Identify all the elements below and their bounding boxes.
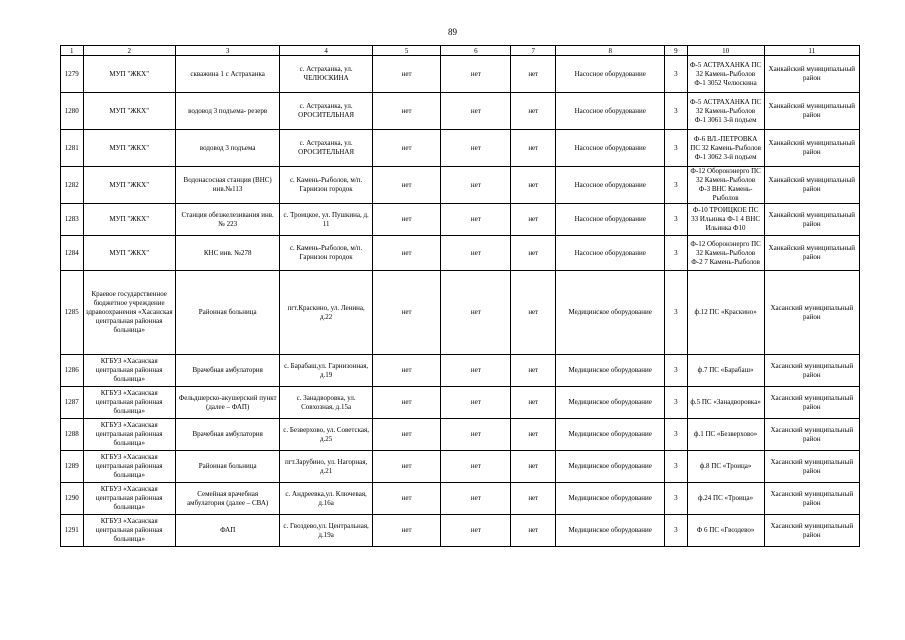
table-cell: Ф-6 ВЛ.-ПЕТРОВКА ПС 32 Камень-Рыболов Ф-1 3062 3-й подъем <box>687 130 764 167</box>
table-cell: 1289 <box>61 451 84 483</box>
table-cell: Ф-10 ТРОИЦКОЕ ПС 33 Ильинка Ф-1 4 ВНС Ильинка Ф10 <box>687 204 764 236</box>
table-header-row <box>61 46 860 56</box>
table-cell: нет <box>441 515 511 547</box>
table-cell: ФАП <box>175 515 280 547</box>
table-cell: КГБУЗ «Хасанская центральная районная больница» <box>83 387 175 419</box>
column-header: 5 <box>372 46 441 56</box>
table-cell: Медицинское оборудование <box>556 483 665 515</box>
table-cell: КГБУЗ «Хасанская центральная районная больница» <box>83 419 175 451</box>
column-header: 1 <box>61 46 84 56</box>
table-cell: МУП "ЖКХ" <box>83 236 175 271</box>
table-cell: нет <box>441 419 511 451</box>
table-cell: Медицинское оборудование <box>556 387 665 419</box>
table-cell: нет <box>372 93 441 130</box>
table-cell: 3 <box>665 93 688 130</box>
table-cell: Насосное оборудование <box>556 93 665 130</box>
table-cell: Районная больница <box>175 451 280 483</box>
page-number: 89 <box>448 27 457 37</box>
table-cell: Ф 6 ПС «Гвоздево» <box>687 515 764 547</box>
column-header: 7 <box>511 46 556 56</box>
table-cell: нет <box>372 483 441 515</box>
table-cell: 1286 <box>61 355 84 387</box>
table-cell: нет <box>372 56 441 93</box>
table-cell: нет <box>511 419 556 451</box>
table-cell: Насосное оборудование <box>556 204 665 236</box>
column-header: 8 <box>556 46 665 56</box>
table-cell: 1285 <box>61 271 84 355</box>
table-cell: нет <box>441 451 511 483</box>
table-cell: нет <box>441 167 511 204</box>
table-cell: нет <box>441 204 511 236</box>
table-cell: 1282 <box>61 167 84 204</box>
table-cell: Станция обезжелезивания инв. № 223 <box>175 204 280 236</box>
table-cell: 3 <box>665 451 688 483</box>
table-cell: нет <box>372 271 441 355</box>
table-cell: 1284 <box>61 236 84 271</box>
table-cell: Районная больница <box>175 271 280 355</box>
table-cell: ф.12 ПС «Краскино» <box>687 271 764 355</box>
table-cell: с. Астраханка, ул. ОРОСИТЕЛЬНАЯ <box>280 130 372 167</box>
table-row <box>61 483 860 515</box>
table-cell: нет <box>372 387 441 419</box>
table-cell: Хасанский муниципальный район <box>764 483 859 515</box>
table-cell: нет <box>511 93 556 130</box>
table-cell: МУП "ЖКХ" <box>83 130 175 167</box>
table-cell: нет <box>511 130 556 167</box>
table-cell: ф.7 ПС «Барабаш» <box>687 355 764 387</box>
table-cell: с. Троицкое, ул. Пушкина, д. 11 <box>280 204 372 236</box>
table-cell: нет <box>511 483 556 515</box>
data-table <box>60 45 860 547</box>
table-cell: 1287 <box>61 387 84 419</box>
table-cell: МУП "ЖКХ" <box>83 56 175 93</box>
table-cell: нет <box>372 355 441 387</box>
table-cell: Ханкайский муниципальный район <box>764 56 859 93</box>
table-cell: МУП "ЖКХ" <box>83 167 175 204</box>
table-cell: 1280 <box>61 93 84 130</box>
table-cell: с. Занадворовка, ул. Совхозная, д.15а <box>280 387 372 419</box>
table-cell: ф.5 ПС «Занадворовка» <box>687 387 764 419</box>
table-cell: МУП "ЖКХ" <box>83 93 175 130</box>
table-row <box>61 419 860 451</box>
table-cell: 1279 <box>61 56 84 93</box>
table-row <box>61 451 860 483</box>
table-cell: нет <box>441 236 511 271</box>
table-cell: нет <box>372 167 441 204</box>
table-cell: водовод 3 подъема <box>175 130 280 167</box>
column-header: 2 <box>83 46 175 56</box>
table-cell: нет <box>441 483 511 515</box>
table-row <box>61 56 860 93</box>
table-cell: Хасанский муниципальный район <box>764 355 859 387</box>
table-cell: нет <box>372 236 441 271</box>
table-cell: Медицинское оборудование <box>556 419 665 451</box>
table-cell: с. Безверхово, ул. Советская, д.25 <box>280 419 372 451</box>
table-cell: нет <box>511 387 556 419</box>
table-cell: нет <box>441 271 511 355</box>
table-cell: скважина 1 с Астраханка <box>175 56 280 93</box>
table-cell: Медицинское оборудование <box>556 271 665 355</box>
table-cell: Краевое государственное бюджетное учреждение здравоохранения «Хасанская центральная районная больница» <box>83 271 175 355</box>
table-cell: 3 <box>665 419 688 451</box>
table-cell: Врачебная амбулатория <box>175 355 280 387</box>
table-cell: Насосное оборудование <box>556 167 665 204</box>
table-cell: 3 <box>665 387 688 419</box>
table-cell: нет <box>511 167 556 204</box>
table-cell: нет <box>372 130 441 167</box>
table-row <box>61 236 860 271</box>
table-cell: Хасанский муниципальный район <box>764 451 859 483</box>
column-header: 4 <box>280 46 372 56</box>
table-cell: с. Камень-Рыболов, м/п. Гарнизон городок <box>280 167 372 204</box>
table-cell: нет <box>511 236 556 271</box>
table-cell: нет <box>511 271 556 355</box>
table-cell: Семейная врачебная амбулатория (далее – СВА) <box>175 483 280 515</box>
table-cell: нет <box>511 355 556 387</box>
table-row <box>61 355 860 387</box>
column-header: 11 <box>764 46 859 56</box>
table-cell: Насосное оборудование <box>556 56 665 93</box>
column-header: 3 <box>175 46 280 56</box>
table-cell: с. Андреевка,ул. Ключевая, д.16а <box>280 483 372 515</box>
table-cell: 3 <box>665 130 688 167</box>
table-cell: Ханкайский муниципальный район <box>764 130 859 167</box>
table-row <box>61 387 860 419</box>
table-cell: 3 <box>665 236 688 271</box>
table-cell: ф.24 ПС «Троица» <box>687 483 764 515</box>
table-cell: Ханкайский муниципальный район <box>764 204 859 236</box>
table-cell: Медицинское оборудование <box>556 451 665 483</box>
table-cell: Медицинское оборудование <box>556 355 665 387</box>
table-cell: с. Гвоздево,ул. Центральная, д.19а <box>280 515 372 547</box>
table-cell: Ханкайский муниципальный район <box>764 236 859 271</box>
table-cell: 3 <box>665 56 688 93</box>
table-cell: КГБУЗ «Хасанская центральная районная больница» <box>83 355 175 387</box>
table-cell: пгт.Краскино, ул. Ленина, д.22 <box>280 271 372 355</box>
table-cell: нет <box>511 515 556 547</box>
table-row <box>61 515 860 547</box>
table-cell: МУП "ЖКХ" <box>83 204 175 236</box>
table-cell: 1281 <box>61 130 84 167</box>
table-cell: пгт.Зарубино, ул. Нагорная, д.21 <box>280 451 372 483</box>
table-cell: Ханкайский муниципальный район <box>764 167 859 204</box>
table-cell: Насосное оборудование <box>556 236 665 271</box>
table-cell: Ханкайский муниципальный район <box>764 93 859 130</box>
table-cell: с. Барабаш,ул. Гарнизонная, д.19 <box>280 355 372 387</box>
table-cell: нет <box>372 419 441 451</box>
table-cell: ф.1 ПС «Безверхово» <box>687 419 764 451</box>
table-cell: Ф-12 Оборонэнерго ПС 32 Камень-Рыболов Ф-3 ВНС Камень-Рыболов <box>687 167 764 204</box>
table-row <box>61 271 860 355</box>
table-cell: нет <box>372 451 441 483</box>
table-cell: нет <box>441 56 511 93</box>
table-cell: 3 <box>665 271 688 355</box>
table-cell: Медицинское оборудование <box>556 515 665 547</box>
table-cell: нет <box>441 93 511 130</box>
table-cell: КГБУЗ «Хасанская центральная районная больница» <box>83 451 175 483</box>
column-header: 6 <box>441 46 511 56</box>
table-cell: с. Астраханка, ул. ОРОСИТЕЛЬНАЯ <box>280 93 372 130</box>
table-cell: Водонасосная станция (ВНС) инв.№113 <box>175 167 280 204</box>
table-cell: Хасанский муниципальный район <box>764 515 859 547</box>
table-cell: 3 <box>665 204 688 236</box>
table-cell: нет <box>372 515 441 547</box>
table-cell: с. Камень-Рыболов, м/п. Гарнизон городок <box>280 236 372 271</box>
table-cell: 3 <box>665 355 688 387</box>
table-cell: нет <box>511 56 556 93</box>
table-cell: КГБУЗ «Хасанская центральная районная больница» <box>83 483 175 515</box>
table-cell: 1288 <box>61 419 84 451</box>
table-cell: нет <box>372 204 441 236</box>
table-cell: Хасанский муниципальный район <box>764 419 859 451</box>
table-cell: нет <box>511 451 556 483</box>
table-row <box>61 93 860 130</box>
table-cell: нет <box>441 355 511 387</box>
table-cell: с. Астраханка, ул. ЧЕЛЮСКИНА <box>280 56 372 93</box>
table-cell: 1291 <box>61 515 84 547</box>
table-cell: Фельдшерско-акушерский пункт (далее – ФАП) <box>175 387 280 419</box>
table-cell: 3 <box>665 167 688 204</box>
table-cell: 3 <box>665 515 688 547</box>
table-cell: Ф-5 АСТРАХАНКА ПС 32 Камень-Рыболов Ф-1 3052 Челюскина <box>687 56 764 93</box>
table-row <box>61 204 860 236</box>
table-cell: 1283 <box>61 204 84 236</box>
table-row <box>61 130 860 167</box>
table-cell: КНС инв. №278 <box>175 236 280 271</box>
table-cell: Ф-12 Оборонэнерго ПС 32 Камень-Рыболов Ф-2 7 Камень-Рыболов <box>687 236 764 271</box>
table-cell: Насосное оборудование <box>556 130 665 167</box>
table-cell: ф.8 ПС «Троица» <box>687 451 764 483</box>
table-cell: Хасанский муниципальный район <box>764 387 859 419</box>
table-cell: 3 <box>665 483 688 515</box>
table-cell: Ф-5 АСТРАХАНКА ПС 32 Камень-Рыболов Ф-1 3061 3-й подъем <box>687 93 764 130</box>
table-cell: нет <box>511 204 556 236</box>
table-row <box>61 167 860 204</box>
table-cell: Хасанский муниципальный район <box>764 271 859 355</box>
table-cell: водовод 3 подъема- резерв <box>175 93 280 130</box>
table-cell: нет <box>441 387 511 419</box>
table-cell: Врачебная амбулатория <box>175 419 280 451</box>
table-cell: нет <box>441 130 511 167</box>
column-header: 9 <box>665 46 688 56</box>
table-cell: КГБУЗ «Хасанская центральная районная больница» <box>83 515 175 547</box>
column-header: 10 <box>687 46 764 56</box>
table-cell: 1290 <box>61 483 84 515</box>
